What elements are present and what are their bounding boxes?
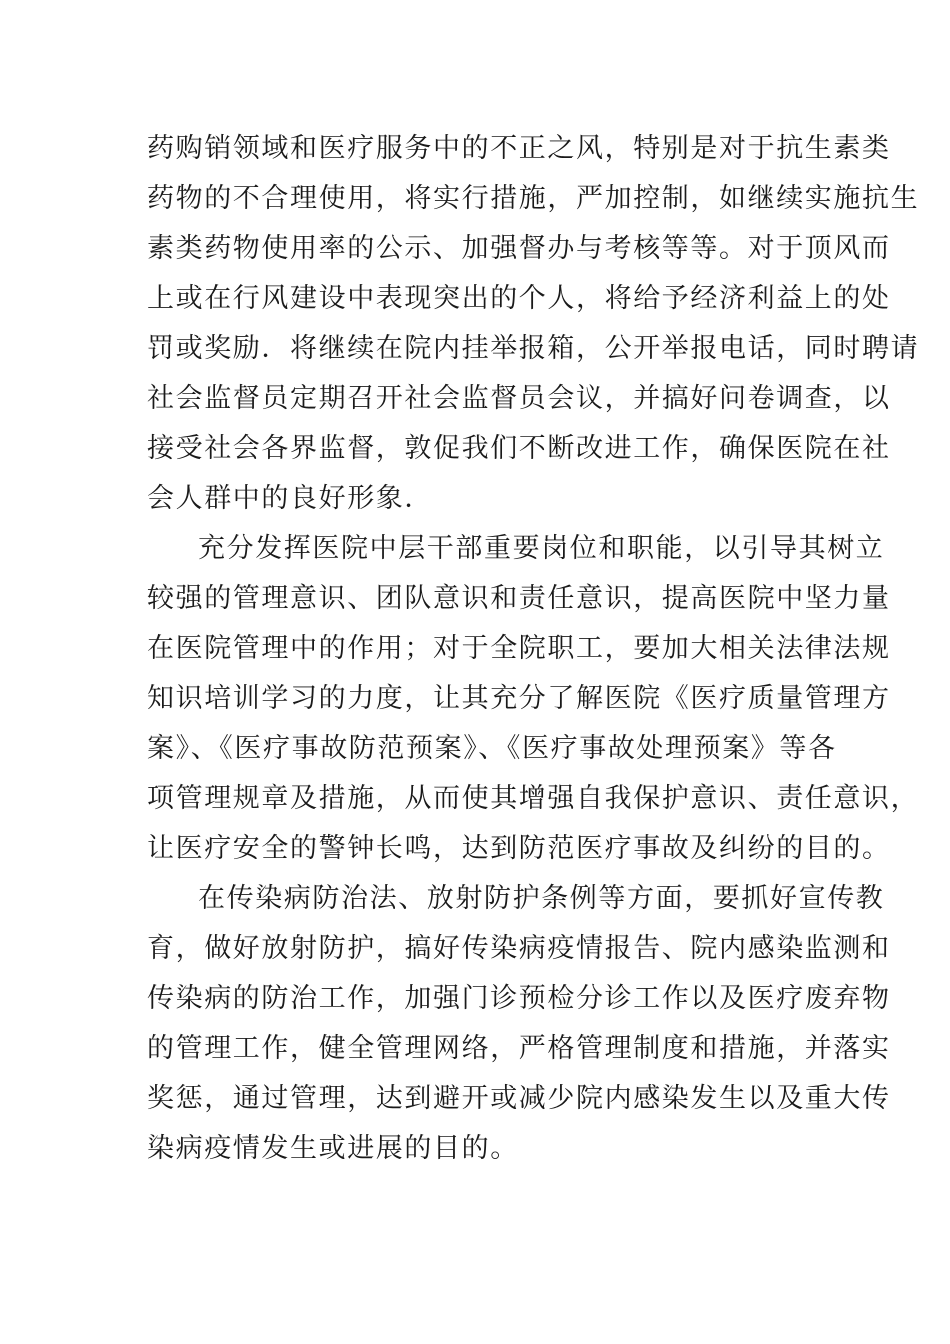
text-line: 知识培训学习的力度，让其充分了解医院《医疗质量管理方 [147,683,891,714]
text-line: 奖惩，通过管理，达到避开或减少院内感染发生以及重大传 [147,1083,891,1114]
text-line: 的管理工作，健全管理网络，严格管理制度和措施，并落实 [147,1033,891,1064]
text-line: 接受社会各界监督，敦促我们不断改进工作，确保医院在社 [147,433,891,464]
text-line: 社会监督员定期召开社会监督员会议，并搞好问卷调查，以 [147,383,891,414]
text-line: 上或在行风建设中表现突出的个人，将给予经济利益上的处 [147,283,891,314]
text-line: 育，做好放射防护，搞好传染病疫情报告、院内感染监测和 [147,933,891,964]
text-line: 较强的管理意识、团队意识和责任意识，提高医院中坚力量 [147,583,891,614]
text-line: 药购销领域和医疗服务中的不正之风，特别是对于抗生素类 [147,133,891,164]
text-line: 素类药物使用率的公示、加强督办与考核等等。对于顶风而 [147,233,891,264]
text-line: 案》、《医疗事故防范预案》、《医疗事故处理预案》等各 [147,733,837,764]
text-line: 会人群中的良好形象． [147,483,433,514]
text-line: 染病疫情发生或进展的目的。 [147,1133,519,1164]
text-line: 在医院管理中的作用；对于全院职工，要加大相关法律法规 [147,633,891,664]
text-line: 药物的不合理使用，将实行措施，严加控制，如继续实施抗生 [147,183,920,214]
text-line: 充分发挥医院中层干部重要岗位和职能，以引导其树立 [198,533,885,564]
text-line: 传染病的防治工作，加强门诊预检分诊工作以及医疗废弃物 [147,983,891,1014]
text-line: 项管理规章及措施，从而使其增强自我保护意识、责任意识， [147,783,920,814]
text-line: 让医疗安全的警钟长鸣，达到防范医疗事故及纠纷的目的。 [147,833,891,864]
text-line: 在传染病防治法、放射防护条例等方面，要抓好宣传教 [198,883,885,914]
text-line: 罚或奖励．将继续在院内挂举报箱，公开举报电话，同时聘请 [147,333,920,364]
